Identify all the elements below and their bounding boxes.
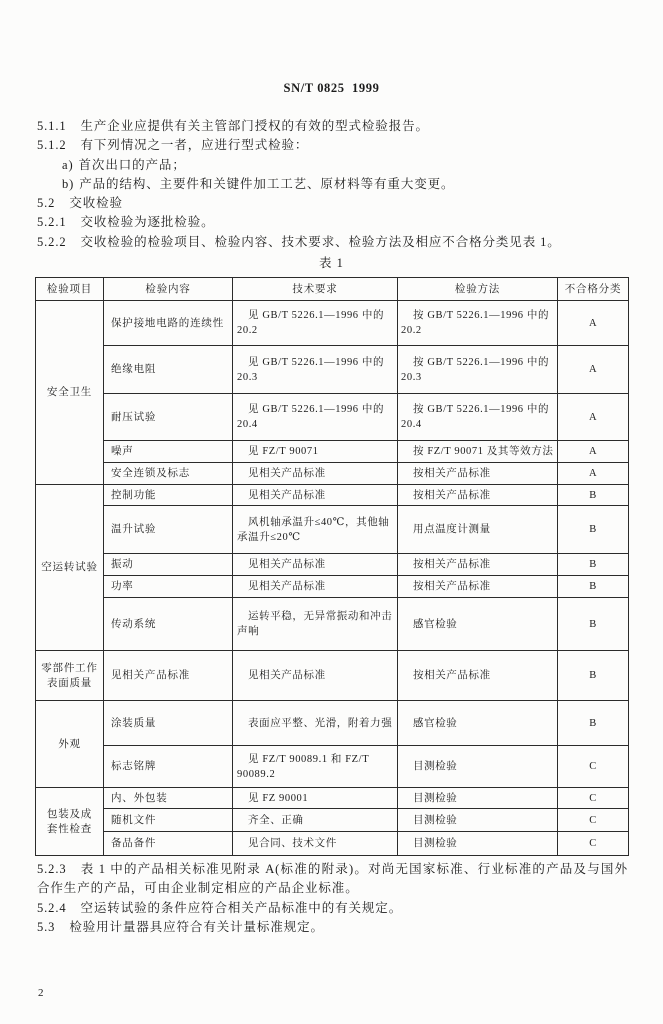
cell-class: C [558,746,629,788]
cell-method: 按 FZ/T 90071 及其等效方法 [398,441,558,463]
clause-text: 交收检验为逐批检验。 [80,215,215,230]
group-label: 外观 [36,701,104,788]
clause-item-b [37,175,628,194]
cell-method: 按相关产品标准 [398,576,558,598]
cell-class: C [558,788,629,809]
clause-text: 产品的结构、主要件和关键件加工工艺、原材料等有重大变更。 [79,176,455,191]
cell-class: A [558,394,629,441]
cell-content: 内、外包装 [104,788,233,809]
table-row [36,651,629,701]
clause-5-1-2 [37,136,628,155]
cell-requirement: 见相关产品标准 [233,554,398,576]
clause-number: 5.2.2 [37,234,67,249]
cell-requirement: 运转平稳，无异常振动和冲击声响 [233,598,398,651]
cell-content: 安全连锁及标志 [104,463,233,485]
clause-5-2 [37,194,628,213]
clause-text: 检验用计量器具应符合有关计量标准规定。 [69,919,324,934]
table-row [36,554,629,576]
clause-5-2-2 [37,233,628,252]
table-row [36,441,629,463]
clauses-after-table [37,860,628,937]
cell-method: 目测检验 [398,788,558,809]
clause-5-1-1 [37,117,628,136]
cell-content: 随机文件 [104,809,233,832]
table-row [36,746,629,788]
cell-method: 目测检验 [398,809,558,832]
clause-text: 有下列情况之一者，应进行型式检验： [80,138,309,153]
table-caption: 表 1 [319,256,344,270]
cell-method: 按相关产品标准 [398,651,558,701]
clause-number: 5.1.1 [37,119,67,133]
cell-class: B [558,701,629,746]
group-label: 零部件工作表面质量 [36,651,104,701]
table-row [36,485,629,506]
cell-requirement: 见相关产品标准 [233,463,398,485]
cell-content: 绝缘电阻 [104,346,233,394]
cell-requirement: 见 FZ/T 90089.1 和 FZ/T 90089.2 [233,746,398,788]
clause-text: 首次出口的产品； [78,157,186,172]
table-row [36,809,629,832]
cell-requirement: 见相关产品标准 [233,576,398,598]
clause-5-3 [37,918,628,937]
cell-class: B [558,598,629,651]
cell-content: 保护接地电路的连续性 [104,301,233,346]
table-row [36,832,629,856]
table-row [36,598,629,651]
cell-method: 按相关产品标准 [398,485,558,506]
cell-class: A [558,301,629,346]
clause-number: a) [62,157,74,172]
cell-method: 按 GB/T 5226.1—1996 中的 20.3 [398,346,558,394]
cell-content: 见相关产品标准 [104,651,233,701]
cell-class: A [558,441,629,463]
cell-content: 温升试验 [104,506,233,554]
cell-requirement: 见相关产品标准 [233,485,398,506]
cell-requirement: 见 FZ/T 90071 [233,441,398,463]
cell-method: 目测检验 [398,832,558,856]
cell-class: B [558,554,629,576]
cell-content: 振动 [104,554,233,576]
cell-class: C [558,832,629,856]
running-header: SN/T 0825 1999 [283,81,380,95]
cell-requirement: 齐全、正确 [233,809,398,832]
table-header-row [36,278,629,301]
clause-number: 5.2.4 [37,900,67,915]
column-header-content: 检验内容 [104,278,233,301]
cell-class: A [558,463,629,485]
group-label: 安全卫生 [36,301,104,485]
cell-content: 备品备件 [104,832,233,856]
group-label: 空运转试验 [36,485,104,651]
cell-method: 感官检验 [398,598,558,651]
cell-method: 按相关产品标准 [398,463,558,485]
clause-5-2-4 [37,899,628,918]
group-label: 包装及成套性检查 [36,788,104,856]
cell-method: 感官检验 [398,701,558,746]
cell-requirement: 见 GB/T 5226.1—1996 中的 20.3 [233,346,398,394]
clause-text: 表 1 中的产品相关标准见附录 A(标准的附录)。对尚无国家标准、行业标准的产品及与国外合作生产的产品，可由企业制定相应的产品企业标准。 [37,862,628,896]
clause-number: b) [62,176,75,191]
cell-class: B [558,576,629,598]
column-header-requirement: 技术要求 [233,278,398,301]
table-row [36,701,629,746]
cell-class: B [558,506,629,554]
clauses-before-table [37,117,628,252]
clause-text: 空运转试验的条件应符合相关产品标准中的有关规定。 [80,900,403,915]
clause-5-2-1 [37,213,628,232]
clause-text: 交收检验的检验项目、检验内容、技术要求、检验方法及相应不合格分类见表 1。 [80,234,561,249]
cell-class: B [558,485,629,506]
clause-number: 5.3 [37,919,56,934]
cell-class: B [558,651,629,701]
cell-requirement: 表面应平整、光滑，附着力强 [233,701,398,746]
table-row [36,346,629,394]
clause-text: 生产企业应提供有关主管部门授权的有效的型式检验报告。 [80,119,429,133]
table-row [36,788,629,809]
inspection-table [35,277,629,856]
cell-content: 标志铭牌 [104,746,233,788]
cell-class: C [558,809,629,832]
column-header-class: 不合格分类 [558,278,629,301]
cell-method: 按 GB/T 5226.1—1996 中的 20.4 [398,394,558,441]
cell-requirement: 见相关产品标准 [233,651,398,701]
clause-number: 5.2.3 [37,862,67,876]
cell-requirement: 见 FZ 90001 [233,788,398,809]
column-header-item: 检验项目 [36,278,104,301]
cell-requirement: 见 GB/T 5226.1—1996 中的 20.4 [233,394,398,441]
cell-method: 用点温度计测量 [398,506,558,554]
page-number: 2 [38,987,44,999]
clause-5-2-3 [37,860,628,899]
cell-content: 噪声 [104,441,233,463]
table-row [36,506,629,554]
cell-method: 按 GB/T 5226.1—1996 中的 20.2 [398,301,558,346]
cell-content: 控制功能 [104,485,233,506]
cell-method: 按相关产品标准 [398,554,558,576]
cell-requirement: 见 GB/T 5226.1—1996 中的 20.2 [233,301,398,346]
clause-item-a [37,156,628,175]
cell-content: 涂装质量 [104,701,233,746]
clause-number: 5.2.1 [37,215,67,230]
table-row [36,301,629,346]
clause-number: 5.2 [37,196,56,210]
table-row [36,394,629,441]
table-row [36,463,629,485]
clause-text: 交收检验 [69,196,123,210]
table-row [36,576,629,598]
cell-requirement: 见合同、技术文件 [233,832,398,856]
cell-content: 传动系统 [104,598,233,651]
clause-number: 5.1.2 [37,138,67,153]
cell-content: 功率 [104,576,233,598]
cell-class: A [558,346,629,394]
cell-content: 耐压试验 [104,394,233,441]
cell-requirement: 风机轴承温升≤40℃，其他轴承温升≤20℃ [233,506,398,554]
column-header-method: 检验方法 [398,278,558,301]
cell-method: 目测检验 [398,746,558,788]
